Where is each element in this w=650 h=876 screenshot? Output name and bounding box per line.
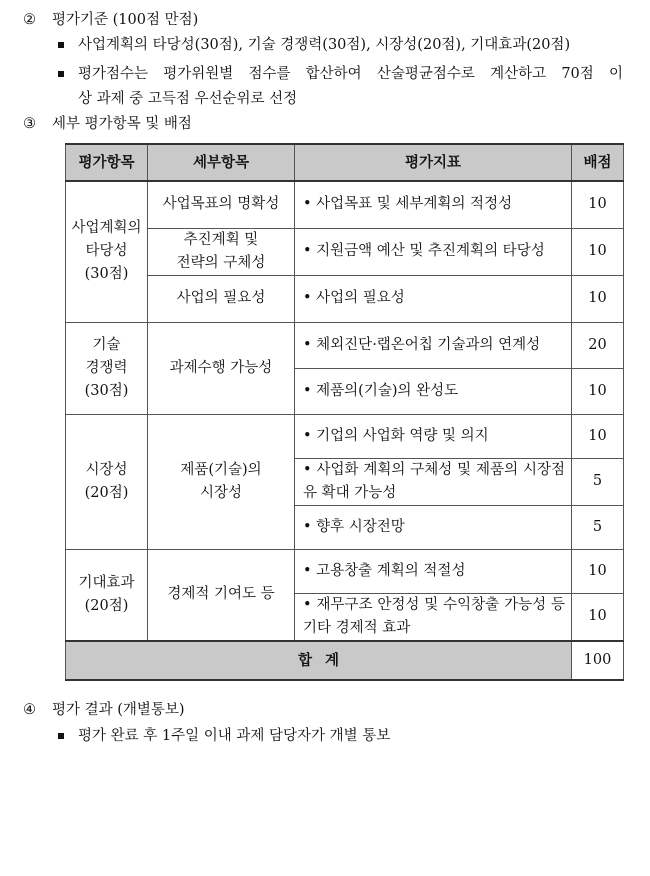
section-4-bullet-1: 평가 완료 후 1주일 이내 과제 담당자가 개별 통보 [78,728,391,744]
table-row [66,414,624,458]
table-row [66,322,624,368]
subitem-cell: 과제수행 가능성 [148,322,295,414]
score-cell: 10 [572,368,624,414]
section-4-title: 평가 결과 (개별통보) [52,702,185,718]
indicator-cell: • 사업화 계획의 구체성 및 제품의 시장점유 확대 가능성 [295,458,572,505]
category-cell: 기대효과 (20점) [66,549,148,641]
header-category: 평가항목 [66,144,148,181]
section-2-bullet-2-line-1: 평가점수는 평가위원별 점수를 합산하여 산술평균점수로 계산하고 70점 이 [78,66,623,82]
indicator-cell: • 제품의(기술)의 완성도 [295,368,572,414]
score-cell: 10 [572,275,624,322]
subitem-cell: 제품(기술)의 시장성 [148,414,295,549]
subitem-cell: 사업목표의 명확성 [148,181,295,228]
header-subitem: 세부항목 [148,144,295,181]
score-cell: 5 [572,505,624,549]
section-2-title: 평가기준 (100점 만점) [52,12,199,28]
table-header-row [66,144,624,181]
table-row [66,275,624,322]
section-3-title: 세부 평가항목 및 배점 [52,116,192,132]
subitem-cell: 사업의 필요성 [148,275,295,322]
indicator-cell: • 체외진단·랩온어칩 기술과의 연계성 [295,322,572,368]
indicator-cell: • 지원금액 예산 및 추진계획의 타당성 [295,228,572,275]
section-2-bullet-2-line-2: 상 과제 중 고득점 우선순위로 선정 [78,91,298,107]
total-label: 합계 [66,641,572,680]
score-cell: 10 [572,414,624,458]
score-cell: 10 [572,228,624,275]
indicator-cell: • 사업의 필요성 [295,275,572,322]
score-cell: 10 [572,549,624,593]
section-2-marker: ② [23,12,36,28]
subitem-cell: 추진계획 및 전략의 구체성 [148,228,295,275]
section-3-marker: ③ [23,116,36,132]
score-cell: 10 [572,181,624,228]
subitem-cell: 경제적 기여도 등 [148,549,295,641]
table-row [66,549,624,593]
indicator-cell: • 고용창출 계획의 적절성 [295,549,572,593]
indicator-cell: • 기업의 사업화 역량 및 의지 [295,414,572,458]
score-cell: 5 [572,458,624,505]
table-row [66,228,624,275]
section-4-marker: ④ [23,702,36,718]
evaluation-table [65,143,624,681]
category-cell: 사업계획의 타당성 (30점) [66,181,148,322]
bullet-square-icon [58,42,64,48]
score-cell: 10 [572,593,624,641]
indicator-cell: • 향후 시장전망 [295,505,572,549]
section-2-bullet-1: 사업계획의 타당성(30점), 기술 경쟁력(30점), 시장성(20점), 기대효과(20점) [78,37,571,53]
bullet-square-icon [58,71,64,77]
indicator-cell: • 재무구조 안정성 및 수익창출 가능성 등 기타 경제적 효과 [295,593,572,641]
score-cell: 20 [572,322,624,368]
category-cell: 시장성 (20점) [66,414,148,549]
total-row [66,641,624,680]
indicator-cell: • 사업목표 및 세부계획의 적정성 [295,181,572,228]
total-score: 100 [572,641,624,680]
bullet-square-icon [58,733,64,739]
header-indicator: 평가지표 [295,144,572,181]
category-cell: 기술 경쟁력 (30점) [66,322,148,414]
table-row [66,181,624,228]
header-score: 배점 [572,144,624,181]
